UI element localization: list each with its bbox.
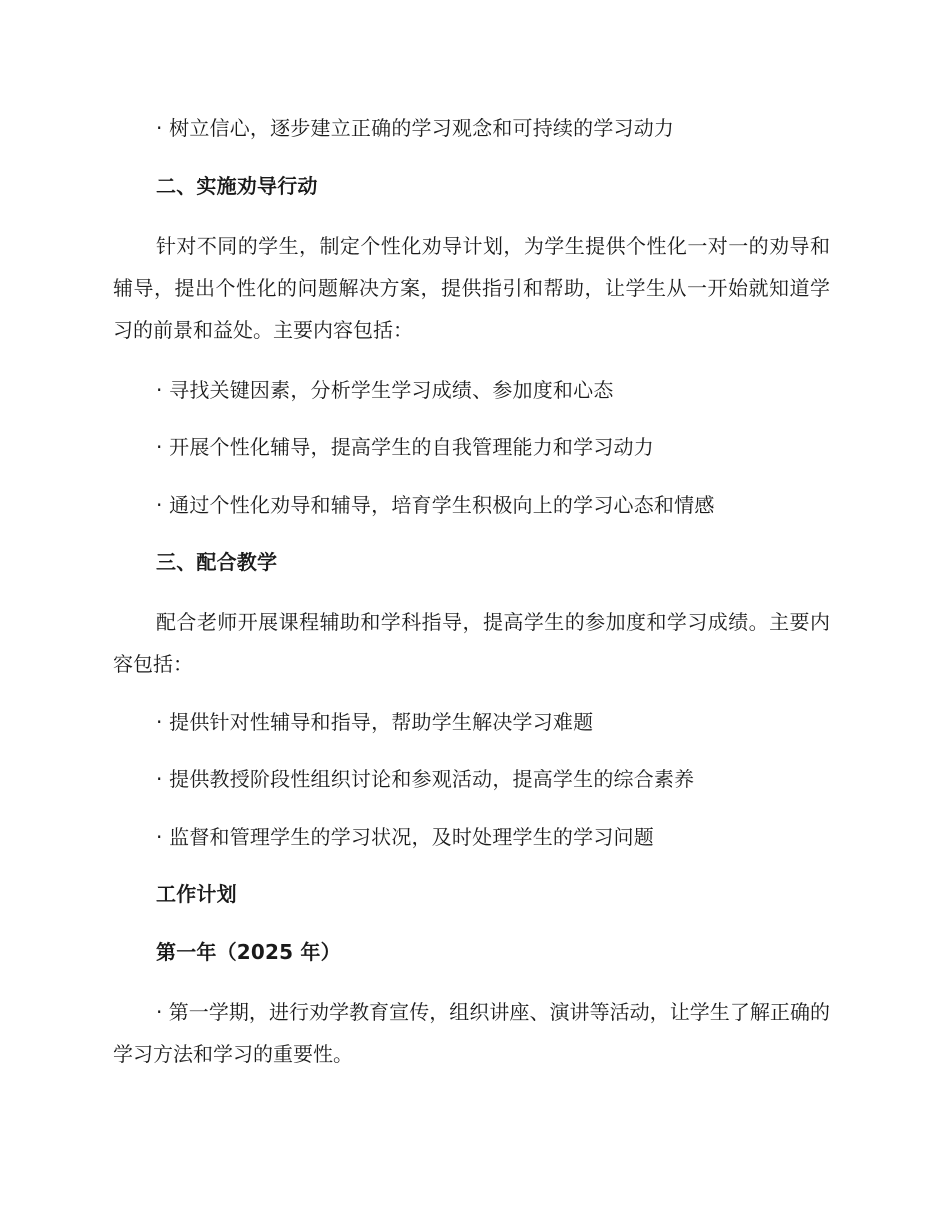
- bullet-item: · 提供教授阶段性组织讨论和参观活动，提高学生的综合素养: [156, 767, 695, 791]
- subsection-heading: 第一年（2025 年）: [156, 940, 341, 964]
- bullet-item: · 树立信心，逐步建立正确的学习观念和可持续的学习动力: [156, 116, 675, 140]
- bullet-item: · 监督和管理学生的学习状况，及时处理学生的学习问题: [156, 825, 654, 849]
- section-heading: 工作计划: [156, 882, 237, 906]
- bullet-item: · 提供针对性辅导和指导，帮助学生解决学习难题: [156, 710, 594, 734]
- bullet-item: · 通过个性化劝导和辅导，培育学生积极向上的学习心态和情感: [156, 493, 715, 517]
- bullet-item: · 寻找关键因素，分析学生学习成绩、参加度和心态: [156, 378, 614, 402]
- body-paragraph: · 第一学期，进行劝学教育宣传，组织讲座、演讲等活动，让学生了解正确的学习方法和学习的重要性。: [113, 1000, 830, 1066]
- bullet-item: · 开展个性化辅导，提高学生的自我管理能力和学习动力: [156, 435, 654, 459]
- section-heading: 二、实施劝导行动: [156, 174, 318, 198]
- body-paragraph: 针对不同的学生，制定个性化劝导计划，为学生提供个性化一对一的劝导和辅导，提出个性化的问题解决方案，提供指引和帮助，让学生从一开始就知道学习的前景和益处。主要内容包括：: [113, 234, 830, 342]
- body-paragraph: 配合老师开展课程辅助和学科指导，提高学生的参加度和学习成绩。主要内容包括：: [113, 610, 830, 676]
- section-heading: 三、配合教学: [156, 550, 278, 574]
